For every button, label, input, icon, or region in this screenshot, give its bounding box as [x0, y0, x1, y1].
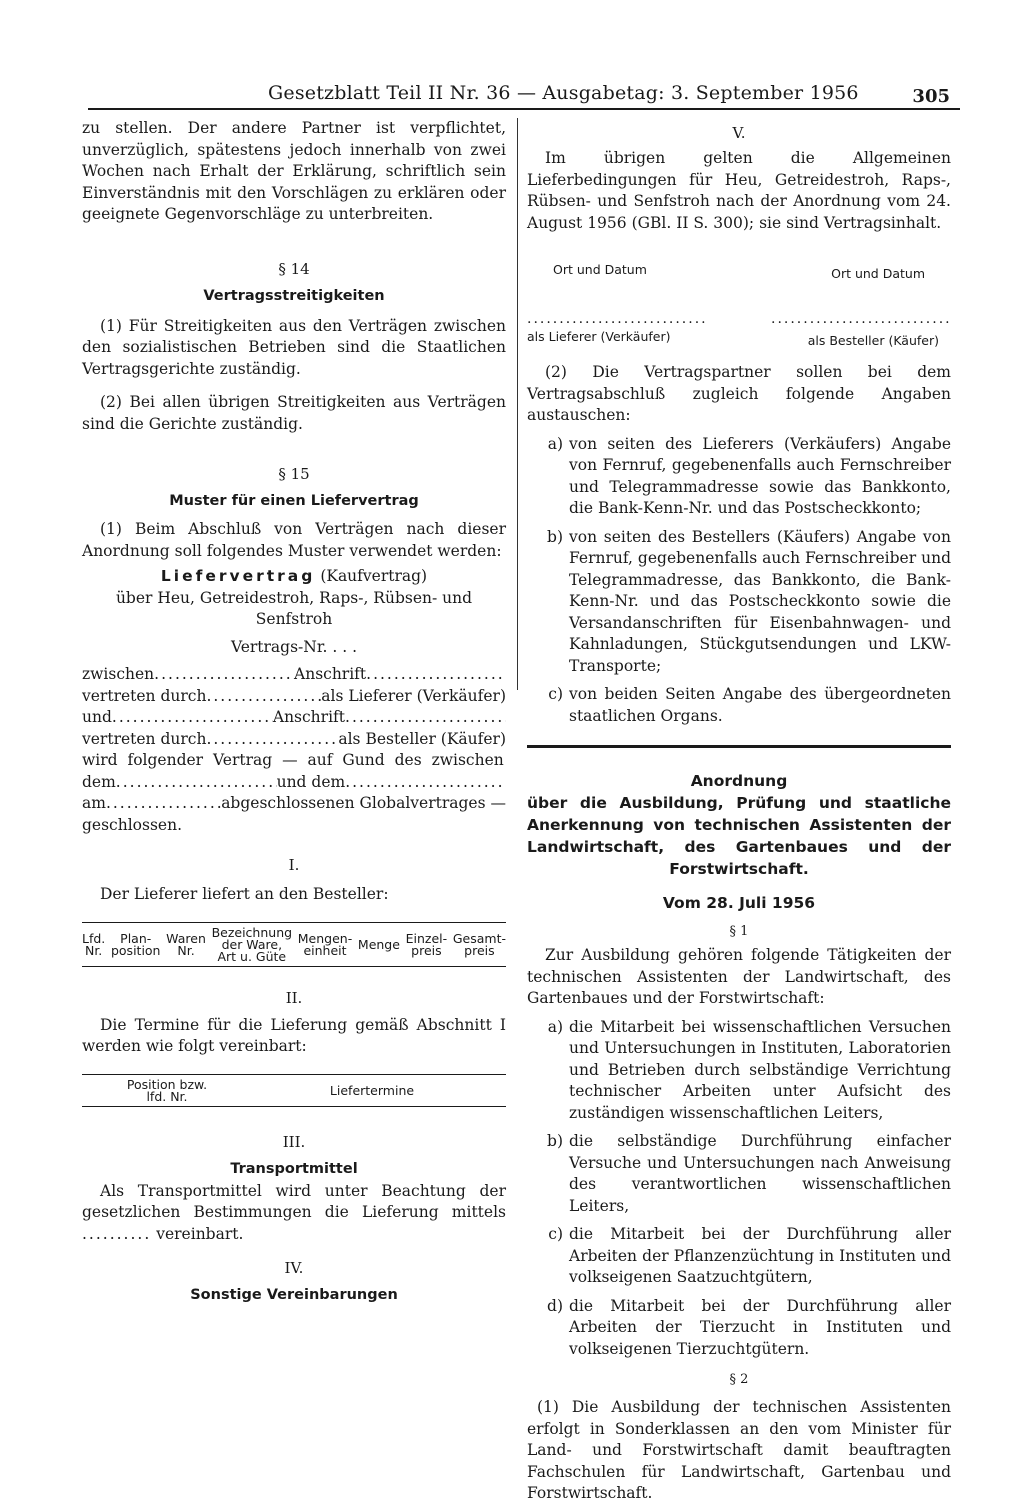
- buyer-label: als Besteller (Käufer): [807, 333, 939, 348]
- form-label: Anschrift: [294, 665, 367, 683]
- section-14-p1: (1) Für Streitigkeiten aus den Verträgen zwischen den sozialistischen Betrieben sind die Staatlichen Vertragsgerichte zuständig.: [82, 316, 506, 378]
- form-label: und: [82, 708, 112, 726]
- form-row: [82, 729, 506, 751]
- section-I-text: Der Lieferer liefert an den Besteller:: [100, 885, 389, 903]
- ordinance-s1-intro: Zur Ausbildung gehören folgende Tätigkeiten der technischen Assistenten der Landwirtschaft, des Gartenbaues und der Forstwirtschaft:: [527, 946, 951, 1007]
- form-label: als Besteller (Käufer): [338, 729, 506, 748]
- table-col-header: Position bzw. lfd. Nr.: [126, 1076, 208, 1104]
- list-item: [527, 1224, 951, 1289]
- signature-lines: [527, 311, 951, 327]
- form-row: [82, 815, 506, 837]
- section-IV-title: Sonstige Vereinbarungen: [190, 1287, 398, 1303]
- ordinance-date: Vom 28. Juli 1956: [662, 894, 816, 912]
- right-column: [527, 118, 951, 1505]
- contract-number: Vertrags-Nr. . . .: [230, 637, 358, 656]
- form-row: [82, 793, 506, 815]
- list-item: [527, 527, 951, 678]
- list-text: von seiten des Bestellers (Käufers) Angabe von Fernruf, gegebenenfalls auch Fernschreiber und Telegrammadresse, das Bankkonto, die Bank-Kenn-Nr. und das Postscheckkonto sowie die Versandanschriften für Eisenbahnwagen- und Kahnladungen, Stückgutsendungen und LKW-Transporte;: [569, 527, 951, 675]
- list-item: [527, 1296, 951, 1361]
- ordinance-subtitle: über die Ausbildung, Prüfung und staatliche Anerkennung von technischen Assistenten der Landwirtschaft, des Gartenbaues und der Forstwirtschaft.: [527, 794, 951, 878]
- form-label: vertreten durch: [82, 729, 207, 748]
- form-label: wird folgender Vertrag — auf Gund des zwischen: [82, 751, 504, 769]
- form-row: [82, 686, 506, 708]
- ordinance-s1-number: § 1: [729, 924, 749, 939]
- section-II-text: Die Termine für die Lieferung gemäß Abschnitt I werden wie folgt vereinbart:: [82, 1015, 506, 1055]
- section-V-numeral: V.: [732, 124, 746, 142]
- section-14-p2: (2) Bei allen übrigen Streitigkeiten aus Verträgen sind die Gerichte zuständig.: [82, 393, 506, 433]
- list-item: [527, 1131, 951, 1217]
- intro-paragraph: zu stellen. Der andere Partner ist verpflichtet, unverzüglich, spätestens jedoch innerhalb von zwei Wochen nach Erhalt der Erklärung, schriftlich sein Einverständnis mit den Vorschlägen zu erklären oder geeignete Gegenvorschläge zu unterbreiten.: [82, 119, 506, 223]
- page-header: [88, 78, 960, 108]
- list-marker: c): [548, 1225, 563, 1243]
- signature-place-row: [527, 262, 951, 281]
- contract-form: [82, 664, 506, 836]
- delivery-table-header: [82, 922, 506, 967]
- table-col-header: Waren Nr.: [166, 930, 206, 958]
- section-15-number: § 15: [278, 465, 310, 483]
- section-separator: [527, 745, 951, 748]
- header-title: Gesetzblatt Teil II Nr. 36 — Ausgabetag: 3. September 1956: [268, 82, 859, 104]
- left-column: [82, 118, 506, 1303]
- list-marker: c): [548, 685, 563, 703]
- list-text: die selbständige Durchführung einfacher Versuche und Untersuchungen nach Anweisung des verantwortlichen wissenschaftlichen Leiters,: [569, 1132, 951, 1215]
- section-15-title: Muster für einen Liefervertrag: [169, 493, 419, 509]
- table-col-header: Plan- position: [110, 930, 161, 958]
- list-item: [527, 434, 951, 520]
- form-row: [82, 707, 506, 729]
- list-marker: d): [547, 1296, 563, 1315]
- list-marker: b): [547, 1132, 563, 1150]
- form-label: dem: [82, 772, 116, 791]
- exchange-list: [527, 434, 951, 728]
- table-col-header: Menge: [357, 936, 400, 952]
- signature-line-left: [527, 311, 707, 327]
- table-col-header: Gesamt- preis: [452, 930, 506, 958]
- header-rule: [88, 108, 960, 110]
- form-label: vertreten durch: [82, 686, 207, 705]
- form-label: und dem: [276, 772, 346, 791]
- list-text: die Mitarbeit bei der Durchführung aller Arbeiten der Pflanzenzüchtung in Instituten und volkseigenen Saatzuchtgütern,: [569, 1225, 951, 1286]
- list-text: von seiten des Lieferers (Verkäufers) Angabe von Fernruf, gegebenenfalls auch Fernschreiber und Telegrammadresse sowie das Bankkonto, die Bank-Kenn-Nr. und das Postscheckkonto;: [569, 434, 951, 517]
- list-item: [527, 684, 951, 727]
- form-row: [82, 664, 506, 686]
- section-15-p1: (1) Beim Abschluß von Verträgen nach dieser Anordnung soll folgendes Muster verwendet werden:: [82, 520, 506, 560]
- section-III-text: Als Transportmittel wird unter Beachtung der gesetzlichen Bestimmungen die Lieferung mittels .......... vereinbart.: [82, 1181, 506, 1243]
- table-col-header: Mengen- einheit: [297, 930, 353, 958]
- form-label: am: [82, 794, 106, 812]
- list-text: von beiden Seiten Angabe des übergeordneten staatlichen Organs.: [569, 685, 951, 725]
- page-number: 305: [912, 86, 950, 107]
- form-label: Anschrift: [272, 708, 346, 726]
- signature-line-right: [771, 311, 951, 327]
- terms-table-header: [82, 1074, 506, 1107]
- para-2: (2) Die Vertragspartner sollen bei dem Vertragsabschluß zugleich folgende Angaben austauschen:: [527, 363, 951, 424]
- section-III-title: Transportmittel: [230, 1160, 358, 1177]
- ordinance-s2-p1: (1) Die Ausbildung der technischen Assistenten erfolgt in Sonderklassen an den vom Minister für Land- und Forstwirtschaft damit beauftragten Fachschulen für Landwirtschaft, Gartenbau und Forstwirtschaft.: [527, 1398, 951, 1502]
- table-col-header: Lfd. Nr.: [82, 930, 106, 958]
- form-row: [82, 750, 506, 772]
- form-label: zwischen: [82, 665, 155, 683]
- form-label: als Lieferer (Verkäufer): [321, 686, 506, 705]
- list-item: [527, 1017, 951, 1125]
- table-col-header: Liefertermine: [329, 1082, 415, 1098]
- form-label: geschlossen.: [82, 815, 182, 834]
- ordinance-s2-number: § 2: [729, 1372, 749, 1387]
- activities-list: [527, 1017, 951, 1361]
- ordinance-title: Anordnung: [690, 772, 788, 790]
- contract-title: Liefervertrag: [160, 567, 316, 585]
- section-IV-numeral: IV.: [284, 1259, 304, 1277]
- place-date-right: Ort und Datum: [831, 266, 925, 281]
- contract-subtitle: (Kaufvertrag): [320, 567, 428, 585]
- section-14-title: Vertragsstreitigkeiten: [203, 287, 385, 304]
- table-col-header: Einzel- preis: [405, 930, 448, 958]
- section-14-number: § 14: [278, 259, 310, 278]
- section-III-numeral: III.: [282, 1132, 306, 1151]
- form-label: abgeschlossenen Globalvertrages —: [221, 794, 506, 812]
- section-III-text-main: Als Transportmittel wird unter Beachtung der gesetzlichen Bestimmungen die Lieferung mittels: [82, 1181, 506, 1221]
- list-text: die Mitarbeit bei der Durchführung aller Arbeiten der Tierzucht in Instituten und volkseigenen Tierzuchtgütern.: [569, 1296, 951, 1358]
- signature-labels: [527, 329, 951, 348]
- contract-subject: über Heu, Getreidestroh, Raps-, Rübsen- und Senfstroh: [115, 588, 473, 628]
- list-text: die Mitarbeit bei wissenschaftlichen Versuchen und Untersuchungen in Instituten, Laboratorien und Betrieben durch selbständige Verrichtung technischer Arbeiten unter Aufsicht des zuständigen wissenschaftlichen Leiters,: [569, 1017, 951, 1122]
- place-date-left: Ort und Datum: [553, 262, 647, 277]
- table-col-header: Bezeichnung der Ware, Art u. Güte: [211, 924, 293, 964]
- section-II-numeral: II.: [285, 988, 303, 1007]
- list-marker: b): [547, 527, 563, 546]
- form-row: [82, 772, 506, 794]
- contract-heading: [82, 566, 506, 588]
- section-I-numeral: I.: [288, 856, 300, 874]
- list-marker: a): [547, 434, 563, 453]
- section-III-text-end: vereinbart.: [156, 1224, 244, 1243]
- section-V-text: Im übrigen gelten die Allgemeinen Lieferbedingungen für Heu, Getreidestroh, Raps-, Rübsen- und Senfstroh nach der Anordnung vom 24. August 1956 (GBl. II S. 300); sie sind Vertragsinhalt.: [527, 149, 951, 232]
- list-marker: a): [547, 1017, 563, 1036]
- column-divider: [517, 118, 518, 690]
- supplier-label: als Lieferer (Verkäufer): [527, 329, 671, 344]
